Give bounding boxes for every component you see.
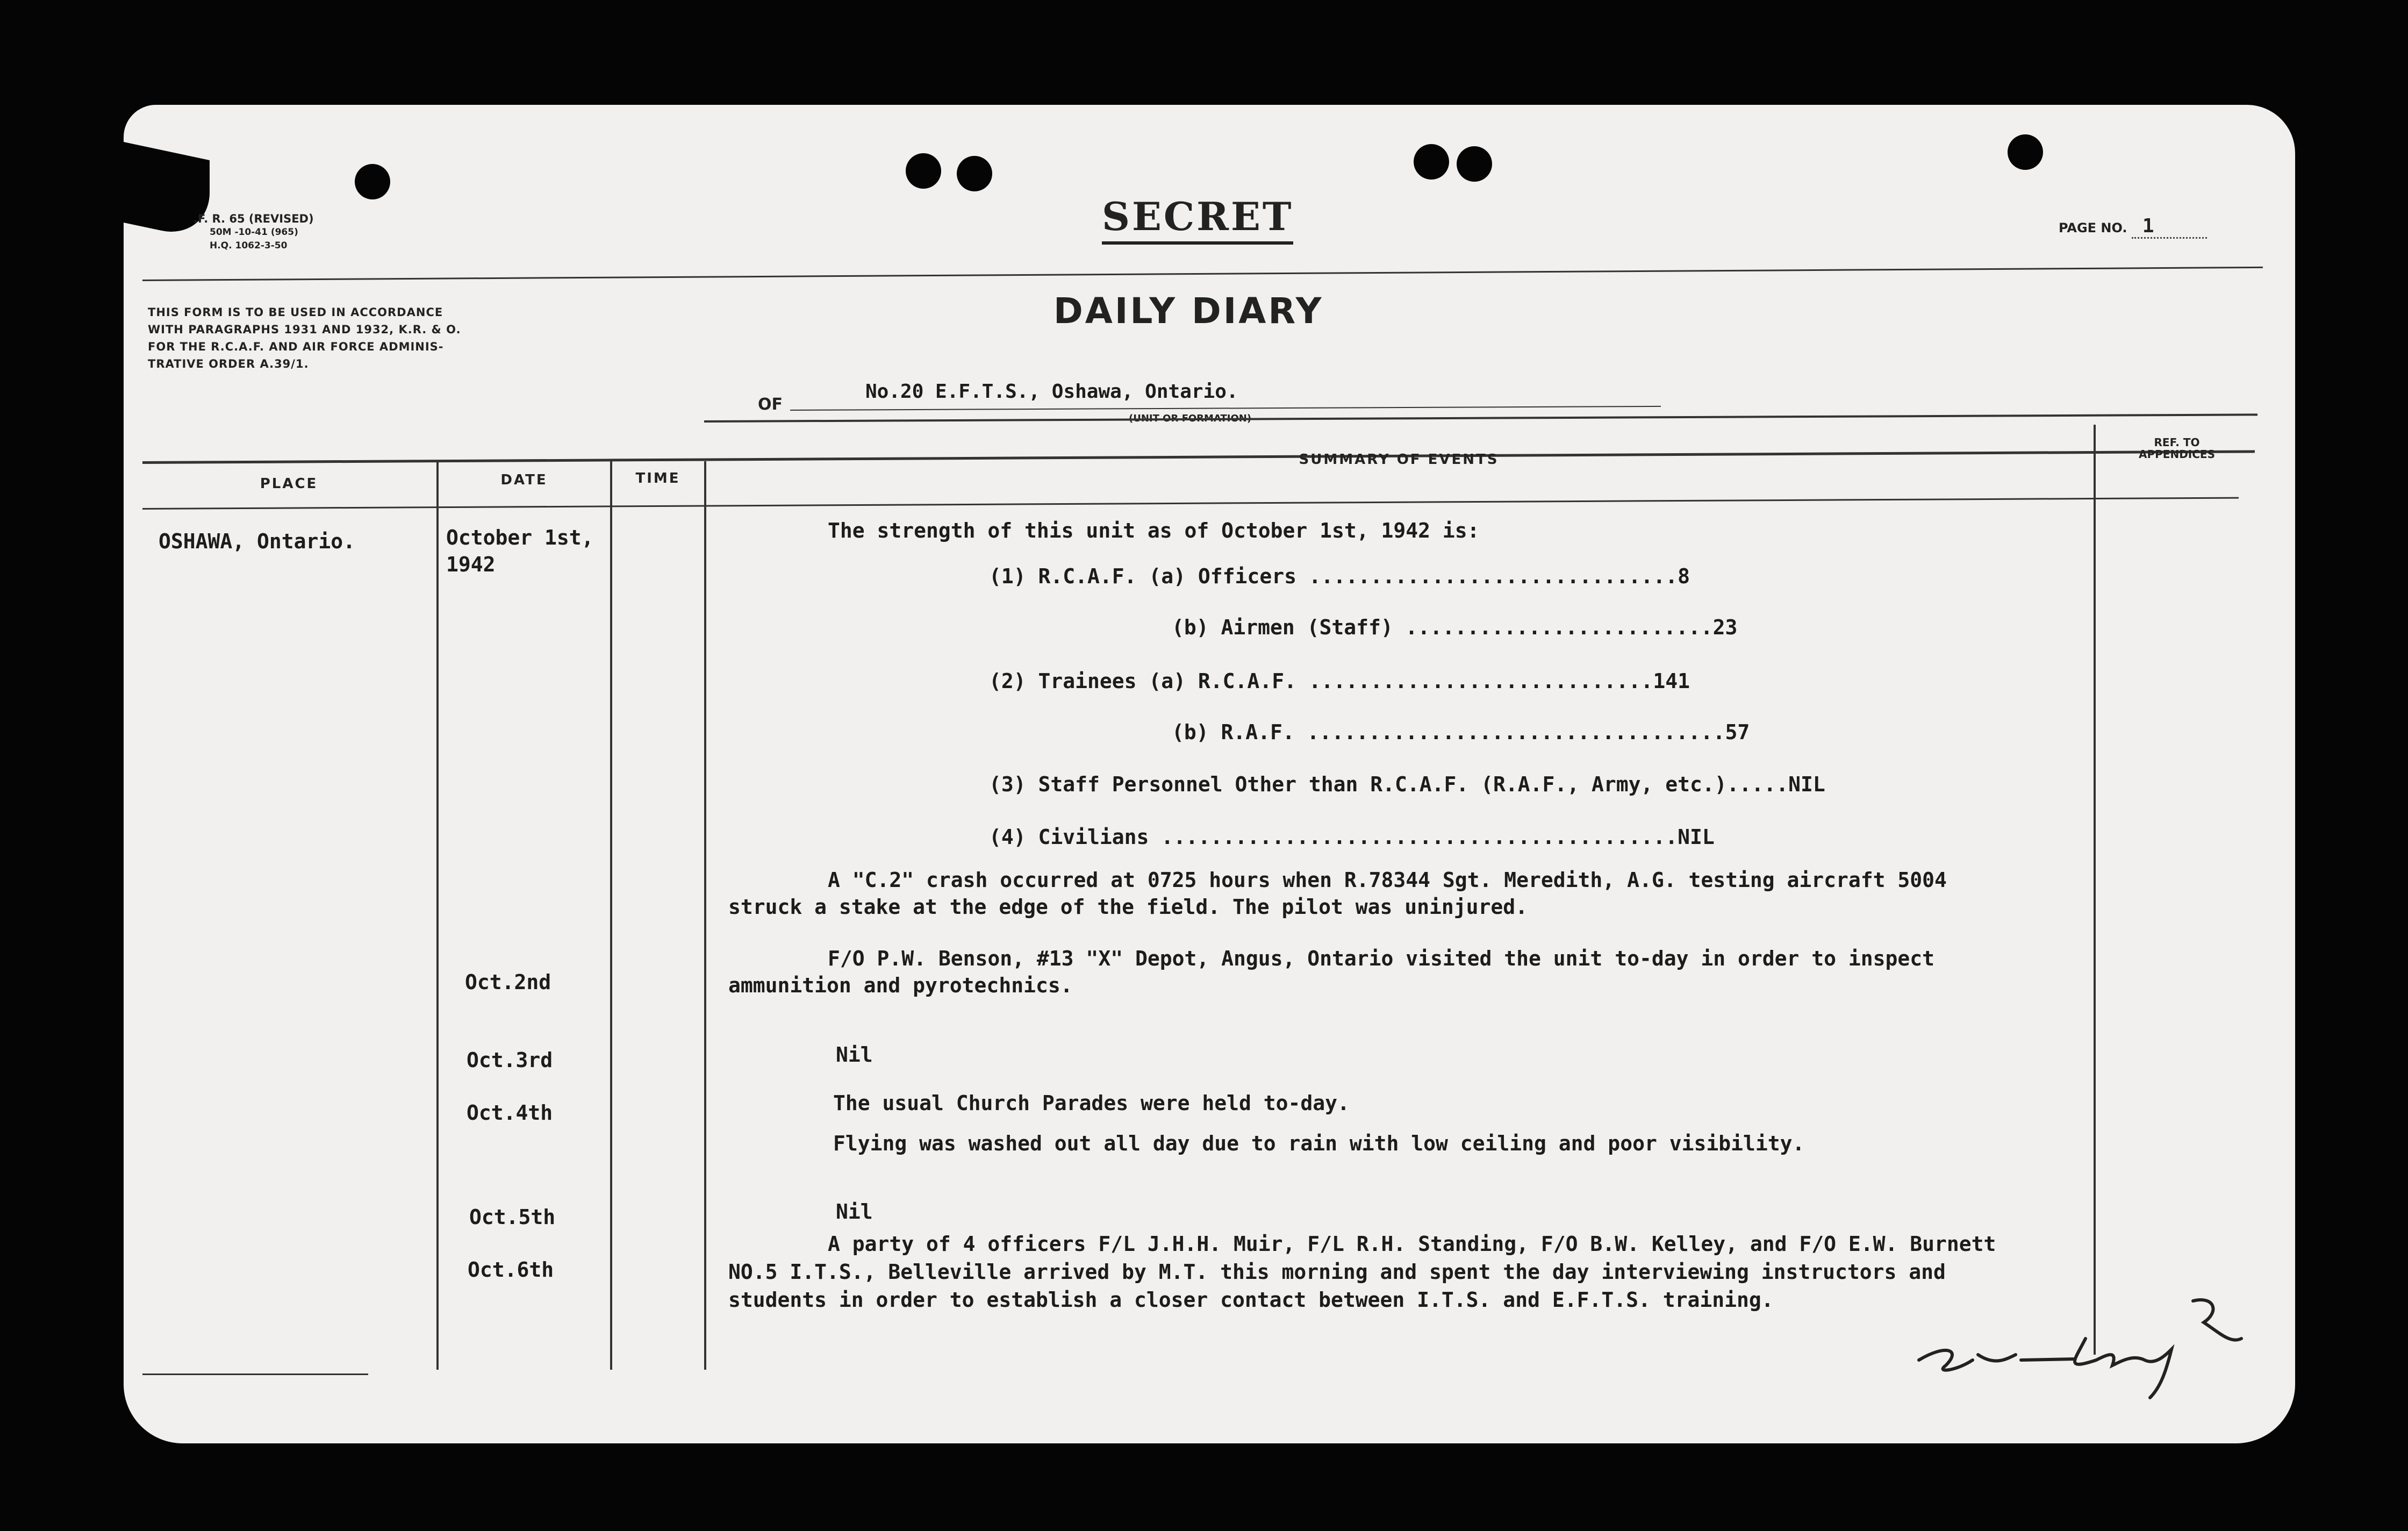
print-code: H.Q. 1062-3-50 [210,240,288,251]
date-cell: Oct.4th [467,1101,553,1125]
date-cell: Oct.6th [468,1258,554,1282]
event-text: A "C.2" crash occurred at 0725 hours when R.78344 Sgt. Meredith, A.G. testing aircraft 5004 struck a stake at the edge of the field. The pilot was uninjured. [728,868,1947,919]
column-divider [704,461,706,1370]
event-text: Nil [836,1200,873,1224]
date-cell: Oct.3rd [467,1048,553,1072]
strength-line: (4) Civilians ..........................................NIL [989,825,1715,849]
form-number: .F. R. 65 (REVISED) [194,212,314,225]
handwritten-signature [1914,1279,2290,1408]
punch-hole [2008,134,2043,170]
date-cell: Oct.5th [469,1205,556,1229]
strength-line: (2) Trainees (a) R.C.A.F. ............................141 [989,669,1690,693]
punch-hole [1457,146,1492,182]
event-text: The usual Church Parades were held to-day. [833,1091,1350,1115]
event-text: A party of 4 officers F/L J.H.H. Muir, F/L R.H. Standing, F/O B.W. Kelley, and F/O E.W. Burnett NO.5 I.T.S., Belleville arrived by M.T. this morning and spent the day interviewing instructors and students in order to establish a closer contact between I.T.S. and E.F.T.S. training. [728,1232,1996,1312]
print-code: 50M -10-41 (965) [210,227,298,238]
unit-name: No.20 E.F.T.S., Oshawa, Ontario. [865,381,1238,403]
date-cell: Oct.2nd [465,970,551,994]
column-divider [610,461,612,1370]
of-label: OF [758,395,783,414]
column-header-summary: SUMMARY OF EVENTS [1299,452,1499,468]
classification-banner: SECRET [1102,194,1293,245]
page-number-block [2059,215,2207,239]
form-number-block [194,212,314,253]
form-title: DAILY DIARY [1054,290,1324,332]
strength-line: (b) R.A.F. ..................................57 [1172,720,1750,744]
place-cell: OSHAWA, Ontario. [159,530,356,553]
page-number: 1 [2132,215,2207,239]
page-label: PAGE NO. [2059,220,2127,235]
column-header-ref: REF. TO APPENDICES [2139,436,2215,461]
table-bottom-rule [142,1373,368,1375]
usage-note: THIS FORM IS TO BE USED IN ACCORDANCE WITH PARAGRAPHS 1931 AND 1932, K.R. & O. FOR THE R.C.A.F. AND AIR FORCE ADMINIS- TRATIVE ORDER A.39/1. [148,306,461,370]
date-cell: October 1st, 1942 [446,526,594,576]
column-divider [2094,425,2096,1355]
strength-intro: The strength of this unit as of October 1st, 1942 is: [828,519,1480,542]
event-text: F/O P.W. Benson, #13 "X" Depot, Angus, Ontario visited the unit to-day in order to inspect ammunition and pyrotechnics. [728,947,1935,997]
punch-hole [906,153,941,189]
strength-line: (3) Staff Personnel Other than R.C.A.F. (R.A.F., Army, etc.).....NIL [989,772,1825,796]
column-divider [436,461,439,1370]
column-header-place: PLACE [260,476,318,492]
column-header-date: DATE [500,472,548,488]
strength-line: (1) R.C.A.F. (a) Officers ..............................8 [989,564,1690,588]
event-text: Nil [836,1043,873,1067]
strength-line: (b) Airmen (Staff) .........................23 [1172,616,1738,639]
event-text: Flying was washed out all day due to rain with low ceiling and poor visibility. [833,1132,1805,1155]
column-header-time: TIME [635,470,680,487]
punch-hole [957,156,992,191]
punch-hole [355,164,390,199]
punch-hole [1414,144,1449,180]
